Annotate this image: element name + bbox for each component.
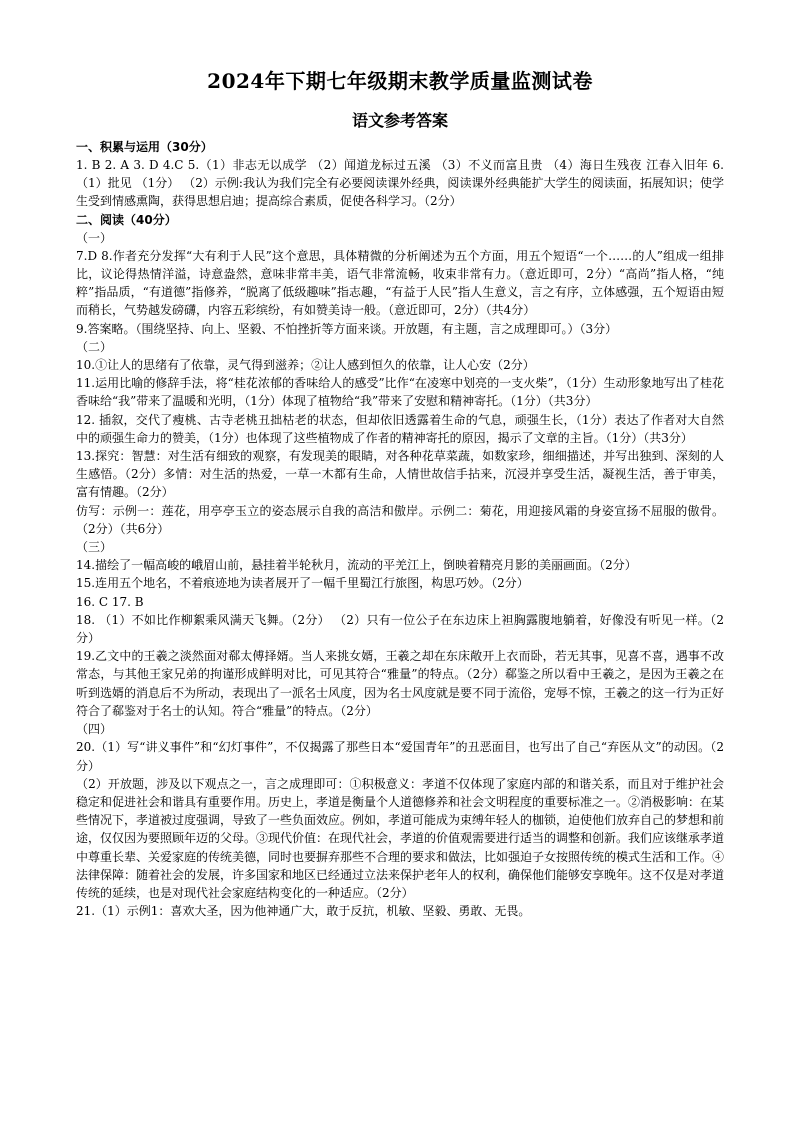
answer-q21: 21.（1）示例1：喜欢大圣，因为他神通广大，敢于反抗，机敏、坚毅、勇敢、无畏。	[76, 904, 531, 919]
page-subtitle: 语文参考答案	[351, 111, 448, 130]
answer-q9: 9.答案略。（围绕坚持、向上、坚毅、不怕挫折等方面来谈。开放题，有主题，言之成理即可。）（3分）	[76, 321, 618, 336]
answer-q18: 18. （1）不如比作柳絮乘风满天飞舞。（2分） （2）只有一位公子在东边床上袒胸露腹地躺着，好像没有听见一样。（2分）	[76, 612, 724, 646]
answer-q13: 13.探究：智慧：对生活有细致的观察，有发现美的眼睛，对各种花草菜蔬，如数家珍，细细描述，并写出独到、深刻的人生感悟。（2分）多情：对生活的热爱，一草一木都有生命，人情世故信手拈来，沉浸并享受生活，凝视生活，善于审美，富有情趣。（2分）	[76, 449, 724, 500]
answer-q19: 19.乙文中的王羲之淡然面对郗太傅择婿。当人来挑女婿，王羲之却在东床敞开上衣而卧，若无其事，见喜不喜，遇事不改常态，与其他王家兄弟的拘谨形成鲜明对比，可见其符合“雅量”的特点。（2分）郗鉴之所以看中王羲之，是因为王羲之在听到选婿的消息后不为所动，表现出了一派名士风度，因为名士风度就是要不同于流俗，宠辱不惊，王羲之的这一行为正好符合了郗鉴对于名士的认知。符合“雅量”的特点。（2分）	[76, 649, 725, 718]
section-heading-accumulation: 一、积累与运用（30分）	[76, 140, 213, 154]
answer-q20-2: （2）开放题，涉及以下观点之一，言之成理即可：①积极意义：孝道不仅体现了家庭内部的和谐关系，而且对于维护社会稳定和促进社会和谐具有重要作用。历史上，孝道是衡量个人道德修养和社会文明程度的重要标准之一。②消极影响：在某些情况下，孝道被过度强调，导致了一些负面效应。例如，孝道可能成为束缚年轻人的枷锁，迫使他们放弃自己的梦想和前途，仅仅因为要照顾年迈的父母。③现代价值：在现代社会，孝道的价值观需要进行适当的调整和创新。我们应该继承孝道中尊重长辈、关爱家庭的传统美德，同时也要摒弃那些不合理的要求和做法，比如强迫子女按照传统的模式生活和工作。④法律保障：随着社会的发展，许多国家和地区已经通过立法来保护老年人的权利，确保他们能够安享晚年。这不仅是对孝道传统的延续，也是对现代社会家庭结构变化的一种适应。（2分）	[76, 776, 725, 900]
answer-q7-8: 7.D 8.作者充分发挥“大有利于人民”这个意思，具体精微的分析阐述为五个方面，用五个短语“一个……的人”组成一组排比，议论得热情洋溢，诗意盎然，意味非常丰美，语气非常流畅，收束非常有力。（意近即可，2分）“高尚”指人格，“纯粹”指品质，“有道德”指修养，“脱离了低级趣味”指志趣，“有益于人民”指人生意义，言之有序，立体感强，五个短语由短而稍长，气势越发磅礴，内容五彩缤纷，有如赞美诗一般。（意近即可，2分）（共4分）	[76, 248, 724, 318]
answer-q14: 14.描绘了一幅高峻的峨眉山前，悬挂着半轮秋月，流动的平羌江上，倒映着精亮月影的美丽画面。（2分）	[76, 558, 637, 573]
part-label-1: （一）	[76, 230, 113, 245]
answer-q1-6: 1. B 2. A 3. D 4.C 5.（1）非志无以成学 （2）闻道龙标过五溪 （3）不义而富且贵 （4）海日生残夜 江春入旧年 6.（1）批见 （1分） （2）示例:我认为我们完全有必要阅读课外经典，阅读课外经典能扩大学生的阅读面，拓展知识；使学生受到情感熏陶，获得思想启迪；提高综合素质，促使各科学习。（2分）	[76, 158, 724, 209]
answer-q15: 15.连用五个地名，不着痕迹地为读者展开了一幅千里蜀江行旅图，构思巧妙。（2分）	[76, 576, 529, 591]
part-label-3: （三）	[76, 540, 113, 555]
section-heading-reading: 二、阅读（40分）	[76, 212, 177, 227]
answer-q12: 12. 插叙，交代了瘦桃、古寺老桃丑拙枯老的状态，但却依旧透露着生命的气息，顽强生长，（1分）表达了作者对大自然中的顽强生命力的赞美，（1分）也体现了这些植物成了作者的精神寄托的原因，揭示了文章的主旨。（1分）（共3分）	[76, 412, 724, 445]
answer-q13-imitation: 仿写：示例一：莲花，用亭亭玉立的姿态展示自我的高洁和傲岸。示例二：菊花，用迎接风霜的身姿宣扬不屈服的傲骨。（2分）（共6分）	[76, 503, 724, 536]
part-label-4: （四）	[76, 722, 113, 737]
part-label-2: （二）	[76, 339, 113, 354]
page-title: 2024年下期七年级期末教学质量监测试卷	[207, 69, 593, 93]
answer-q10: 10.①让人的思绪有了依靠，灵气得到滋养；②让人感到恒久的依靠，让人心安（2分）	[76, 358, 535, 373]
answer-q16-17: 16. C 17. B	[76, 594, 144, 609]
answer-q20-1: 20.（1）写“讲义事件”和“幻灯事件”，不仅揭露了那些日本“爱国青年”的丑恶面目，也写出了自己“弃医从文”的动因。（2分）	[76, 740, 724, 773]
answer-q11: 11.运用比喻的修辞手法，将“桂花浓郁的香味给人的感受”比作“在凌寒中划亮的一支火柴”，（1分）生动形象地写出了桂花香味给“我”带来了温暖和光明，（1分）体现了植物给“我”带来了安慰和精神寄托。（1分）（共3分）	[76, 376, 724, 409]
